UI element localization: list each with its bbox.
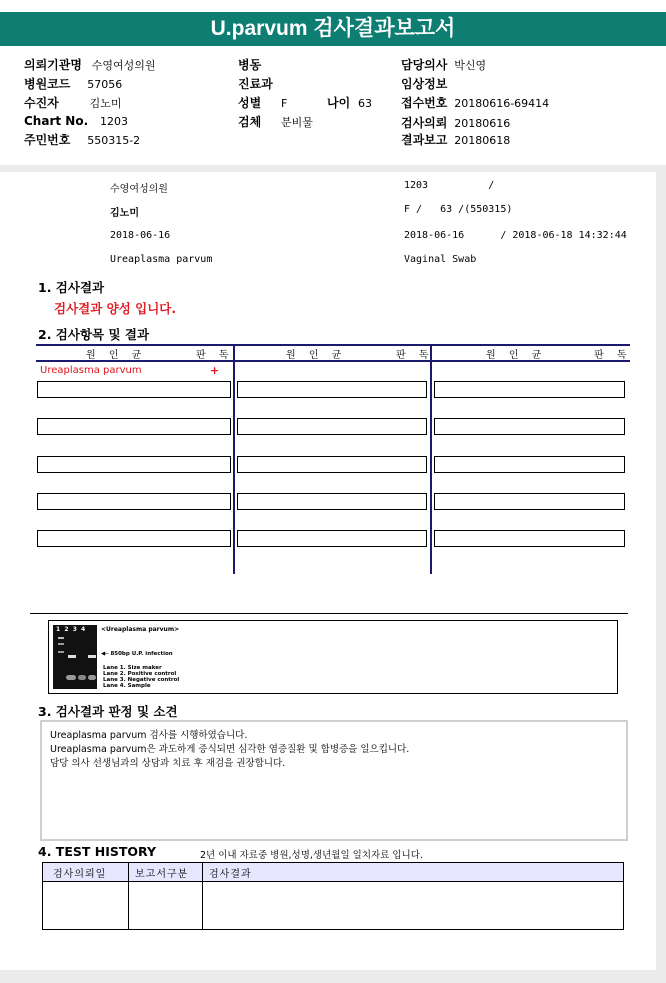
col-result: 판 독 [594,350,632,361]
request-value: 20180616 [454,117,511,130]
rrn-label: 주민번호 [24,133,71,147]
result-cell [237,530,427,547]
chart-label: Chart No. [24,114,89,128]
section1-title: 1. 검사결과 [38,280,105,295]
code-info [24,75,122,92]
result-cell [237,418,427,435]
gel-band [78,675,86,680]
code-value: 57056 [87,78,123,91]
col-organism: 원 인 균 [486,350,547,361]
sex-label: 성별 [238,96,262,110]
col-organism: 원 인 균 [286,350,347,361]
table-divider [233,344,235,574]
doctor-info [401,56,486,73]
gel-title: <Ureaplasma parvum> [101,626,180,633]
chart-value: 1203 [99,115,128,128]
row-organism: Ureaplasma parvum [40,365,142,376]
result-cell [434,418,625,435]
summary-hospital: 수영여성의원 [110,184,168,195]
result-cell [434,530,625,547]
history-table [42,862,624,930]
gel-band [58,643,64,645]
ward-info [238,56,261,73]
gel-band [88,675,96,680]
result-cell [37,493,231,510]
clinical-info [401,75,447,92]
gel-legend-item: Lane 1. Size maker [103,665,162,671]
report-title: U.parvum 검사결과보고서 [0,12,666,46]
result-cell [237,456,427,473]
sex-info [238,94,287,111]
dept-label: 진료과 [238,77,273,91]
history-col-request: 검사의뢰일 [53,869,107,880]
history-header [43,863,623,882]
summary-dates: 2018-06-16 / 2018-06-18 14:32:44 [404,230,627,241]
history-col-result: 검사결과 [209,869,252,880]
section3-title: 3. 검사결과 판정 및 소견 [38,704,178,719]
result-cell [37,530,231,547]
opinion-box [40,720,628,841]
summary-organism: Ureaplasma parvum [110,254,213,265]
result-cell [237,381,427,398]
gel-band [58,637,64,639]
doctor-value: 박신영 [454,59,487,72]
result-cell [434,493,625,510]
summary-patient: 김노미 [110,208,139,219]
receipt-info [401,94,549,111]
gel-band [66,675,76,680]
result-cell [434,381,625,398]
request-info [401,114,510,131]
request-label: 검사의뢰 [401,116,448,130]
rrn-value: 550315-2 [87,134,141,147]
report-label: 결과보고 [401,133,448,147]
ward-label: 병동 [238,58,262,72]
gel-legend-item: Lane 2. Positive control [103,671,177,677]
specimen-info [238,113,313,130]
result-table [36,344,630,574]
hospital-value: 수영여성의원 [91,59,156,72]
age-label: 나이 [327,96,351,110]
receipt-value: 20180616-69414 [454,97,550,110]
row-result: + [210,364,220,377]
code-label: 병원코드 [24,77,71,91]
gel-legend-item: Lane 3. Negative control [103,677,180,683]
col-result: 판 독 [196,350,234,361]
result-cell [434,456,625,473]
history-divider [202,863,203,929]
result-cell [237,493,427,510]
specimen-label: 검체 [238,115,262,129]
summary-chart: 1203 / [404,180,495,191]
receipt-label: 접수번호 [401,96,448,110]
gel-band [88,655,96,658]
col-result: 판 독 [396,350,434,361]
patient-info [24,94,122,111]
table-divider [430,344,432,574]
history-divider [128,863,129,929]
opinion-line: Ureaplasma parvum은 과도하게 증식되면 심각한 염증질환 및 합병증을 일으킵니다. [50,744,410,755]
gel-legend-item: Lane 4. Sample [103,683,151,689]
section2-title: 2. 검사항목 및 결과 [38,327,150,342]
history-note: 2년 이내 자료중 병원,성명,생년월일 일치자료 입니다. [200,850,423,861]
opinion-line: 담당 의사 선생님과의 상담과 치료 후 재검을 권장합니다. [50,758,286,769]
positive-result: 검사결과 양성 입니다. [54,301,177,316]
report-date-info [401,131,510,148]
doctor-label: 담당의사 [401,58,448,72]
summary-request-date: 2018-06-16 [110,230,171,241]
hospital-label: 의뢰기관명 [24,58,82,72]
result-cell [37,418,231,435]
age-value: 63 [358,97,373,110]
section4-title: 4. TEST HISTORY [38,844,157,859]
gel-band [68,655,76,658]
age-info [327,94,372,111]
gel-image [53,625,97,689]
chart-info [24,114,128,128]
sex-value: F [281,97,288,110]
gel-band-label: ◀─ 850bp U.P. infection [101,651,173,657]
gel-electrophoresis-figure [48,620,618,694]
report-value: 20180618 [454,134,511,147]
patient-value: 김노미 [89,97,122,110]
history-col-type: 보고서구분 [135,869,189,880]
hospital-info [24,56,156,73]
dept-info [238,75,273,92]
result-cell [37,381,231,398]
gel-lane-numbers: 1 2 3 4 [56,626,86,633]
specimen-value: 분비물 [281,116,313,129]
col-organism: 원 인 균 [86,350,147,361]
result-cell [37,456,231,473]
patient-label: 수진자 [24,96,59,110]
summary-specimen: Vaginal Swab [404,254,477,265]
gel-band [58,651,64,653]
rrn-info [24,131,140,148]
section-divider [30,613,628,614]
clinical-label: 임상정보 [401,77,448,91]
opinion-line: Ureaplasma parvum 검사를 시행하였습니다. [50,730,248,741]
summary-sex-age: F / 63 /(550315) [404,204,513,215]
report-header [0,0,666,165]
